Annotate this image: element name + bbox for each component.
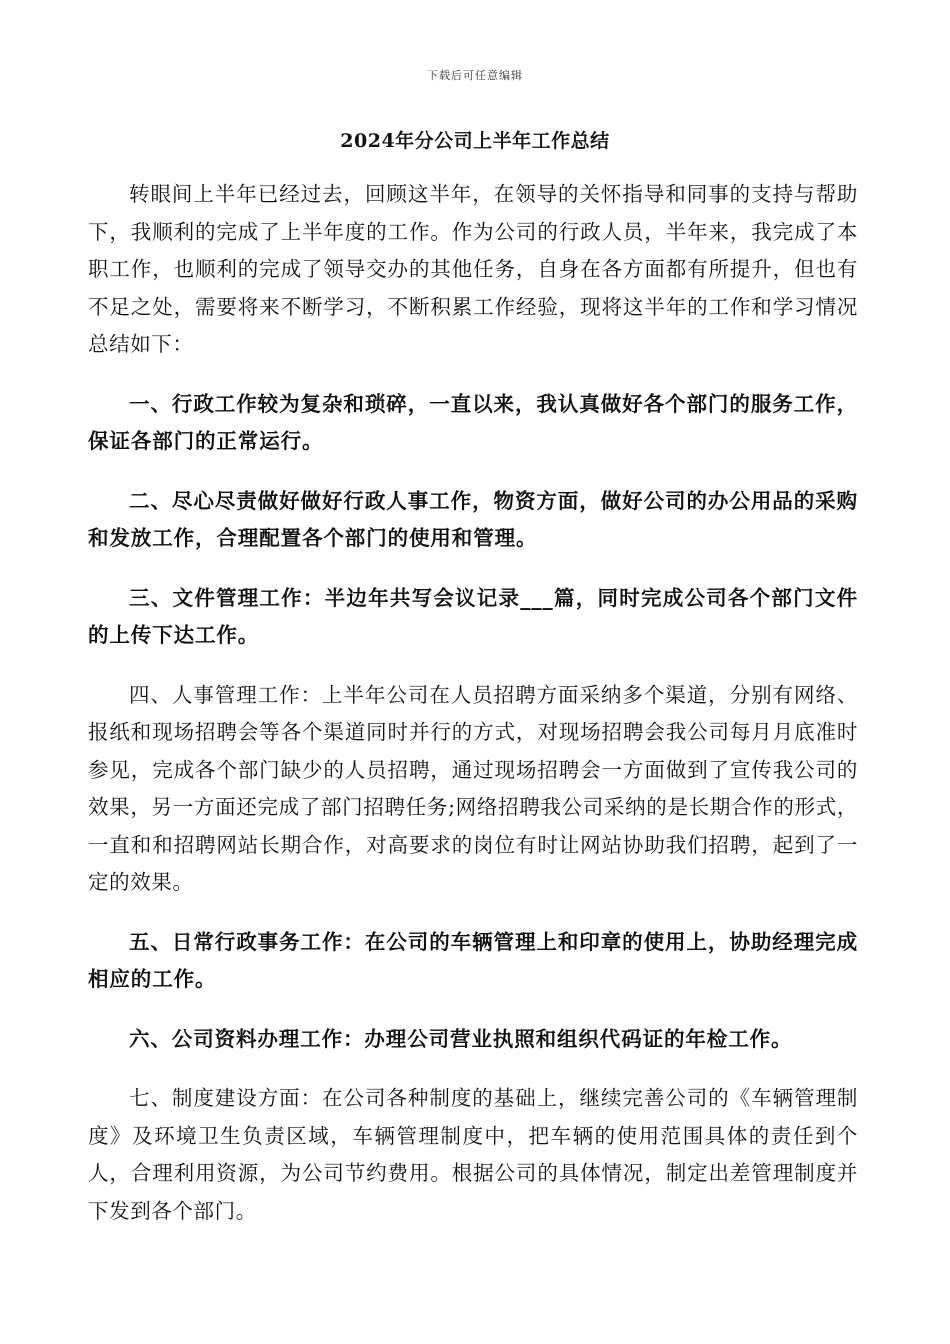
paragraph-item-4: 四、人事管理工作：上半年公司在人员招聘方面采纳多个渠道，分别有网络、报纸和现场招聘会等各个渠道同时并行的方式，对现场招聘会我公司每月月底准时参见，完成各个部门缺少的人员招聘，通过现场招聘会一方面做到了宣传我公司的效果，另一方面还完成了部门招聘任务;网络招聘我公司采纳的是长期合作的形式，一直和和招聘网站长期合作，对高要求的岗位有时让网站协助我们招聘，起到了一定的效果。 — [88, 682, 858, 894]
paragraph-item-2: 二、尽心尽责做好做好行政人事工作，物资方面，做好公司的办公用品的采购和发放工作，合理配置各个部门的使用和管理。 — [88, 488, 858, 550]
paragraph-item-6: 六、公司资料办理工作：办理公司营业执照和组织代码证的年检工作。 — [129, 1026, 793, 1051]
paragraph-item-5: 五、日常行政事务工作：在公司的车辆管理上和印章的使用上，协助经理完成相应的工作。 — [88, 929, 858, 991]
paragraph-intro: 转眼间上半年已经过去，回顾这半年，在领导的关怀指导和同事的支持与帮助下，我顺利的完成了上半年度的工作。作为公司的行政人员，半年来，我完成了本职工作，也顺利的完成了领导交办的其他任务，自身在各方面都有所提升，但也有不足之处，需要将来不断学习，不断积累工作经验，现将这半年的工作和学习情况总结如下： — [88, 182, 858, 356]
document-body — [88, 176, 858, 1252]
paragraph-item-1: 一、行政工作较为复杂和琐碎，一直以来，我认真做好各个部门的服务工作，保证各部门的正常运行。 — [88, 391, 858, 453]
document-title: 2024年分公司上半年工作总结 — [340, 130, 610, 152]
header-note: 下载后可任意编辑 — [427, 69, 523, 82]
paragraph-item-7: 七、制度建设方面：在公司各种制度的基础上，继续完善公司的《车辆管理制度》及环境卫生负责区域，车辆管理制度中，把车辆的使用范围具体的责任到个人，合理利用资源，为公司节约费用。根据公司的具体情况，制定出差管理制度并下发到各个部门。 — [88, 1086, 858, 1223]
paragraph-item-3: 三、文件管理工作：半边年共写会议记录___篇，同时完成公司各个部门文件的上传下达工作。 — [88, 585, 858, 647]
